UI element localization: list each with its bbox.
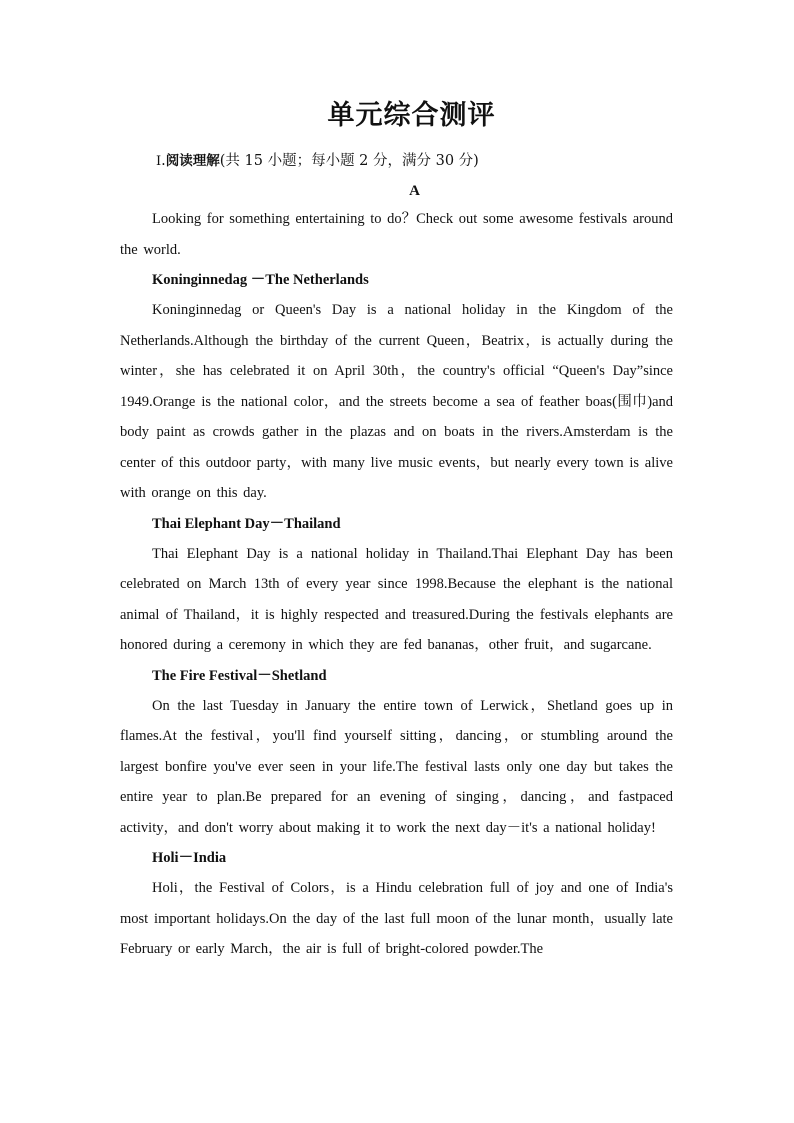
section-header xyxy=(120,151,673,172)
page-title: 单元综合测评 xyxy=(327,100,496,131)
festival-heading: Thai Elephant Day－Thailand xyxy=(152,515,341,532)
festival-paragraph: Holi，the Festival of Colors，is a Hindu celebration full of joy and one of India's most important holidays.On the day of the last full moon of the lunar month，usually late February or early March，the air is full of bright-colored powder.The xyxy=(120,880,673,957)
festival-paragraph: Thai Elephant Day is a national holiday in Thailand.Thai Elephant Day has been celebrated on March 13th of every year since 1998.Because the elephant is the national animal of Thailand，it is highly respected and treasured.During the festivals elephants are honored during a ceremony in which they are fed bananas，other fruit，and sugarcane. xyxy=(120,545,673,653)
section-numeral: Ⅰ xyxy=(156,154,162,169)
festival-heading: Koninginnedag －The Netherlands xyxy=(152,272,369,288)
part-label: A xyxy=(409,183,420,199)
intro-paragraph: Looking for something entertaining to do？Check out some awesome festivals around the world. xyxy=(120,211,673,258)
festival-heading: The Fire Festival－Shetland xyxy=(152,667,327,684)
section-label: 阅读理解 xyxy=(165,153,220,169)
section-scoring: (共 15 小题；每小题 2 分，满分 30 分) xyxy=(219,153,479,169)
festival-paragraph: On the last Tuesday in January the entire town of Lerwick，Shetland goes up in flames.At the festival，you'll find yourself sitting，dancing，or stumbling around the largest bonfire you've ever seen in your life.The festival lasts only one day but takes the entire year to plan.Be prepared for an evening of singing，dancing，and fastpaced activity，and don't worry about making it to work the next day－it's a national holiday! xyxy=(120,697,673,836)
festival-heading: Holi－India xyxy=(152,850,227,866)
festival-paragraph: Koninginnedag or Queen's Day is a national holiday in the Kingdom of the Netherlands.Although the birthday of the current Queen，Beatrix，is actually during the winter，she has celebrated it on April 30th，the country's official “Queen's Day”since 1949.Orange is the national color，and the streets become a sea of feather boas(围巾)and body paint as crowds gather in the plazas and on boats in the rivers.Amsterdam is the center of this outdoor party，with many live music events，but nearly every town is alive with orange on this day. xyxy=(120,302,673,501)
document-page xyxy=(120,96,673,965)
section-dot: . xyxy=(161,153,166,169)
